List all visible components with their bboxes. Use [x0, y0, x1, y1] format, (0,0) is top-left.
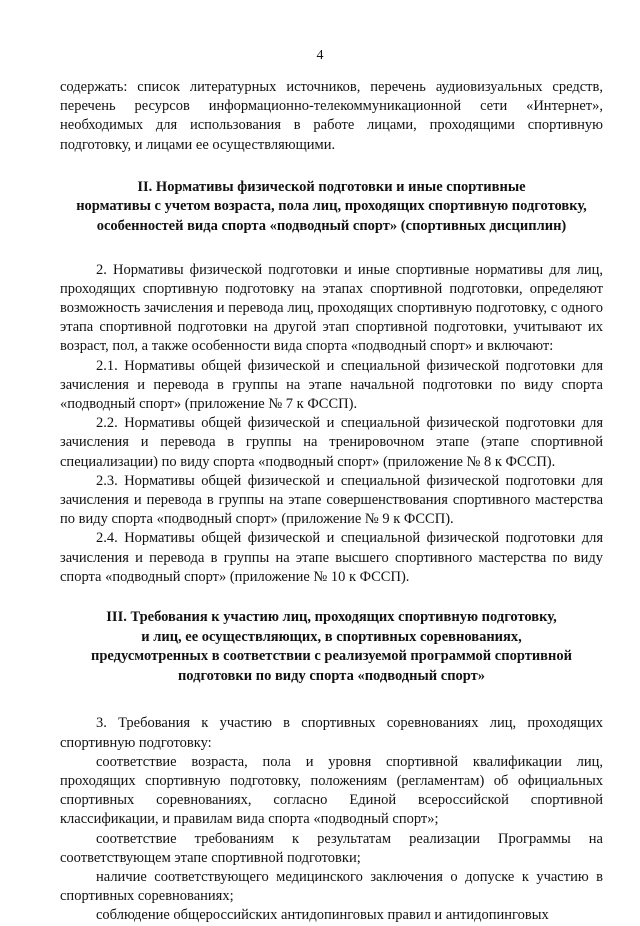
section-3-heading-line: и лиц, ее осуществляющих, в спортивных соревнованиях,: [141, 628, 522, 645]
section-3-heading-line: III. Требования к участию лиц, проходящих спортивную подготовку,: [106, 609, 557, 626]
intro-paragraph: содержать: список литературных источников, перечень аудиовизуальных средств, перечень ресурсов информационно-телекоммуникационной сети «Интернет», необходимых для использования в работе лицами, проходящими спортивную подготовку, и лицами ее осуществляющими.: [60, 79, 603, 153]
document-body: [60, 78, 603, 926]
section-2-paragraph: 2.1. Нормативы общей физической и специальной физической подготовки для зачисления и перевода в группы на этапе начальной подготовки по виду спорта «подводный спорт» (приложение № 7 к ФССП).: [60, 357, 603, 413]
section-3-paragraph: соответствие возраста, пола и уровня спортивной квалификации лиц, проходящих спортивную подготовку, положениям (регламентам) об официальных спортивных соревнованиях, согласно Единой всероссийской спортивной классификации, и правилам вида спорта «подводный спорт»;: [60, 753, 603, 828]
section-3-paragraph: соблюдение общероссийских антидопинговых правил и антидопинговых: [96, 907, 549, 924]
section-2-paragraph: 2. Нормативы физической подготовки и иные спортивные нормативы для лиц, проходящих спортивную подготовку на этапах спортивной подготовки, определяют возможность зачисления и перевода лиц, проходящих спортивную подготовку, с одного этапа спортивной подготовки на другой этап спортивной подготовки, учитывают их возраст, пол, а также особенности вида спорта «подводный спорт» и включают:: [60, 261, 603, 355]
section-2-paragraph: 2.4. Нормативы общей физической и специальной физической подготовки для зачисления и перевода в группы на этапе высшего спортивного мастерства по виду спорта «подводный спорт» (приложение № 10 к ФССП).: [60, 530, 603, 585]
section-2-heading-line: особенностей вида спорта «подводный спорт» (спортивных дисциплин): [96, 218, 567, 234]
section-2-paragraph: 2.2. Нормативы общей физической и специальной физической подготовки для зачисления и перевода в группы на тренировочном этапе (этапе спортивной специализации) по виду спорта «подводный спорт» (приложение № 8 к ФССП).: [60, 415, 603, 470]
section-2-paragraph: 2.3. Нормативы общей физической и специальной физической подготовки для зачисления и перевода в группы на этапе совершенствования спортивного мастерства по виду спорта «подводный спорт» (приложение № 9 к ФССП).: [60, 472, 603, 528]
section-2-heading: [60, 178, 603, 237]
section-3-paragraph: наличие соответствующего медицинского заключения о допуске к участию в спортивных соревнованиях;: [60, 869, 603, 905]
section-2-heading-line: II. Нормативы физической подготовки и иные спортивные: [137, 178, 526, 195]
page-number: 4: [316, 48, 324, 63]
section-3-paragraph: соответствие требованиям к результатам реализации Программы на соответствующем этапе спортивной подготовки;: [60, 830, 603, 866]
section-3-heading-line: подготовки по виду спорта «подводный спорт»: [177, 667, 486, 684]
section-3-paragraph: 3. Требования к участию в спортивных соревнованиях лиц, проходящих спортивную подготовку:: [60, 715, 603, 751]
section-2-heading-line: нормативы с учетом возраста, пола лиц, проходящих спортивную подготовку,: [76, 198, 587, 215]
section-3-heading-line: предусмотренных в соответствии с реализуемой программой спортивной: [91, 648, 572, 665]
section-3-heading: [60, 608, 603, 686]
